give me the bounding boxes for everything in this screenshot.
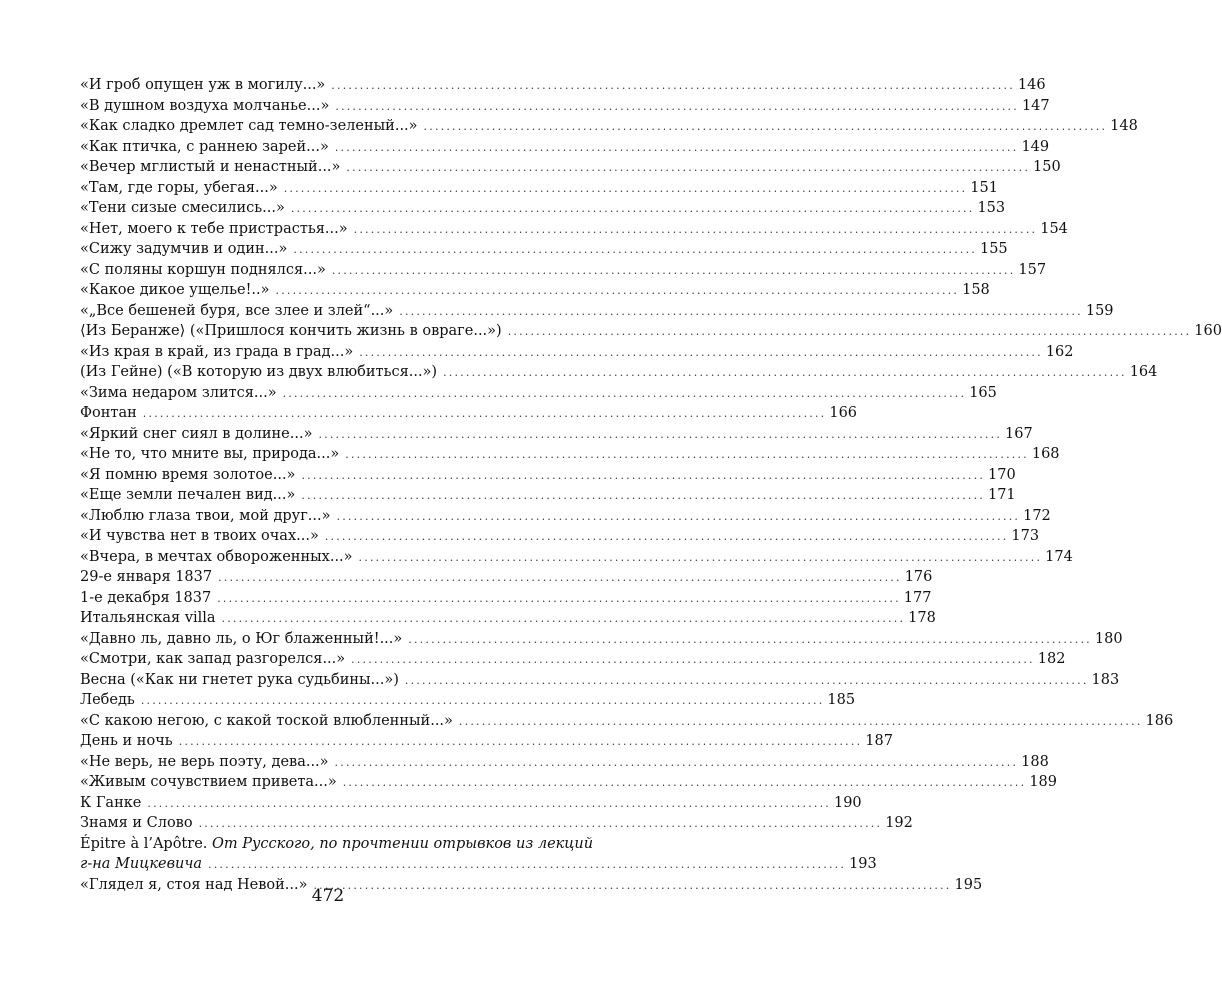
- toc-entry-page: 170: [988, 466, 1016, 483]
- leader-dots: ........................................................................................................................: [331, 79, 1015, 92]
- toc-entry-epitre: [80, 834, 877, 875]
- toc-entry: [80, 301, 1114, 322]
- leader-dots: ........................................................................................................................: [301, 489, 985, 502]
- toc-entry-page: 176: [904, 569, 933, 585]
- toc-entry: [80, 465, 1016, 486]
- leader-dots: ........................................................................................................................: [443, 366, 1127, 379]
- toc-entry-title: «Еще земли печален вид...»: [80, 487, 296, 503]
- toc-entry-page: 178: [908, 610, 936, 626]
- leader-dots: ........................................................................................................................: [217, 591, 901, 605]
- toc-entry-page: 147: [1021, 97, 1050, 114]
- toc-entry-title: «Из края в край, из града в град...»: [80, 343, 354, 360]
- toc-entry-title: «Какое дикое ущелье!..»: [80, 282, 270, 298]
- leader-dots: ........................................................................................................................: [423, 120, 1108, 133]
- toc-entry: [80, 547, 1073, 568]
- leader-dots: ........................................................................................................................: [147, 796, 831, 810]
- leader-dots: ........................................................................................................................: [358, 550, 1043, 564]
- leader-dots: ........................................................................................................................: [334, 755, 1019, 769]
- toc-entry: [80, 670, 1120, 691]
- toc-entry-page: 173: [1011, 528, 1040, 544]
- toc-entry: [80, 75, 1046, 96]
- toc-entry: [80, 157, 1061, 178]
- toc-entry-page: 155: [979, 241, 1008, 257]
- leader-dots: ................................................................................................................: [313, 878, 952, 892]
- toc-entry-title: «Нет, моего к тебе пристрастья...»: [80, 220, 348, 237]
- page-number: 472: [311, 886, 345, 906]
- toc-entry: [80, 362, 1158, 383]
- toc-entry-title: «Сижу задумчив и один...»: [80, 241, 288, 257]
- toc-entry-title: Итальянская villa: [80, 610, 216, 626]
- leader-dots: ........................................................................................................................: [142, 407, 827, 420]
- toc-entry: [80, 260, 1047, 281]
- toc-entry-page: 157: [1018, 261, 1047, 278]
- toc-entry: [80, 813, 913, 834]
- toc-entry-page: 159: [1085, 302, 1114, 319]
- toc-entry-title: «Как птичка, с раннею зарей...»: [80, 138, 329, 155]
- toc-entry: [80, 588, 932, 609]
- toc-entry-page: 186: [1145, 712, 1174, 729]
- leader-dots: ........................................................................................................................: [301, 468, 986, 482]
- leader-dots: ................................................................................................................: [208, 858, 847, 871]
- leader-dots: ........................................................................................................................: [178, 735, 863, 748]
- toc-entry-page: 160: [1194, 323, 1222, 339]
- toc-entry-title: «„Все бешеней буря, все злее и злей“...»: [80, 302, 394, 319]
- toc-entry: [80, 342, 1074, 363]
- toc-entry-subtitle: От Русского, по прочтении отрывков из лекций: [212, 835, 594, 852]
- toc-entry: [80, 649, 1066, 670]
- toc-entry: [80, 629, 1123, 650]
- toc-entry-title: «Яркий снег сиял в долине...»: [80, 425, 313, 442]
- toc-entry-page: 188: [1021, 753, 1049, 770]
- toc-entry-page: 167: [1005, 425, 1033, 442]
- toc-entry: [80, 772, 1057, 793]
- toc-entry: [80, 752, 1049, 773]
- toc-entry-page: 166: [829, 405, 858, 421]
- toc-entry-page: 190: [833, 794, 862, 811]
- leader-dots: ........................................................................................................................: [334, 140, 1019, 154]
- toc-entry-title: К Ганке: [80, 794, 142, 811]
- toc-entry-title: Знамя и Слово: [80, 815, 193, 831]
- toc-entry-title: «И гроб опущен уж в могилу...»: [80, 77, 326, 93]
- toc-entry: [80, 403, 858, 424]
- toc-entry-title: Épitre à l’Apôtre.: [80, 835, 208, 852]
- toc-entry-page: 165: [969, 384, 997, 401]
- leader-dots: ........................................................................................................................: [507, 325, 1192, 338]
- toc-entry-page: 180: [1094, 630, 1123, 647]
- toc-entry: [80, 116, 1138, 137]
- toc-entry-page: 154: [1040, 220, 1068, 237]
- toc-entry-title: Весна («Как ни гнетет рука судьбины...»): [80, 671, 399, 688]
- toc-entry-page: 174: [1045, 548, 1073, 565]
- toc-entry-page: 189: [1029, 774, 1057, 790]
- toc-entry: [80, 424, 1033, 445]
- toc-entry-title: «Там, где горы, убегая...»: [80, 179, 278, 196]
- toc-entry-page: 153: [977, 200, 1006, 216]
- toc-entry: [80, 526, 1040, 547]
- toc-entry-title: «Глядел я, стоя над Невой...»: [80, 876, 308, 893]
- leader-dots: ........................................................................................................................: [458, 714, 1143, 728]
- leader-dots: ........................................................................................................................: [404, 673, 1089, 687]
- toc-entry-title: «Я помню время золотое...»: [80, 466, 296, 483]
- toc-entry-title: «Тени сизые смесились...»: [80, 200, 285, 216]
- toc-entry-title: 29-е января 1837: [80, 569, 213, 585]
- toc-entry: [80, 280, 990, 301]
- toc-entry-title: «Не верь, не верь поэту, дева...»: [80, 753, 329, 770]
- toc-entry-title: День и ночь: [80, 733, 173, 749]
- toc-entry: [80, 506, 1051, 527]
- toc-entry-page: 158: [962, 282, 990, 298]
- toc-entry-page: 164: [1129, 364, 1158, 380]
- leader-dots: ........................................................................................................................: [345, 448, 1029, 461]
- toc-entry-title: 1-е декабря 1837: [80, 589, 212, 606]
- toc-entry-title: Фонтан: [80, 405, 137, 421]
- toc-entry-title: «В душном воздуха молчанье...»: [80, 97, 330, 114]
- toc-entry: [80, 444, 1060, 465]
- toc-entry: [80, 96, 1050, 117]
- leader-dots: ........................................................................................................................: [318, 427, 1003, 441]
- toc-entry-title: «И чувства нет в твоих очах...»: [80, 528, 319, 544]
- leader-dots: ........................................................................................................................: [221, 612, 906, 625]
- toc-entry-page: 182: [1037, 651, 1066, 667]
- toc-entry: [80, 178, 998, 199]
- toc-entry-title: «Зима недаром злится...»: [80, 384, 277, 401]
- toc-entry-title: «Не то, что мните вы, природа...»: [80, 446, 340, 462]
- toc-entry-title: «Как сладко дремлет сад темно-зеленый...»: [80, 118, 418, 134]
- toc-entry-page: 146: [1017, 77, 1046, 93]
- toc-entry: [80, 711, 1174, 732]
- toc-entry: [80, 383, 997, 404]
- toc-entry: [80, 567, 933, 588]
- leader-dots: ........................................................................................................................: [140, 694, 825, 707]
- toc-entry-page: 168: [1031, 446, 1060, 462]
- leader-dots: ........................................................................................................................: [282, 386, 967, 400]
- leader-dots: ........................................................................................................................: [359, 345, 1043, 359]
- toc-entry: [80, 690, 856, 711]
- leader-dots: ........................................................................................................................: [351, 653, 1035, 666]
- toc-entry-title: «Смотри, как запад разгорелся...»: [80, 651, 346, 667]
- leader-dots: ........................................................................................................................: [399, 304, 1083, 318]
- toc-entry-page: 192: [885, 815, 913, 831]
- leader-dots: ........................................................................................................................: [218, 571, 902, 584]
- toc-entry-page: 183: [1091, 671, 1120, 688]
- toc-list: [80, 75, 1222, 834]
- leader-dots: ........................................................................................................................: [198, 817, 883, 830]
- leader-dots: ........................................................................................................................: [408, 632, 1092, 646]
- toc-entry: [80, 198, 1006, 219]
- toc-entry: [80, 608, 936, 629]
- toc-entry-title: «Живым сочувствием привета...»: [80, 774, 337, 790]
- toc-entry-title: ⟨Из Беранже⟩ («Пришлося кончить жизнь в овраге...»): [80, 323, 502, 339]
- leader-dots: ........................................................................................................................: [283, 181, 968, 195]
- toc-entry-page: 195: [954, 876, 983, 893]
- toc-entry: [80, 137, 1050, 158]
- toc-entry-title: «Вечер мглистый и ненастный...»: [80, 159, 341, 175]
- toc-entry-title: Лебедь: [80, 692, 135, 708]
- toc-entry: [80, 321, 1222, 342]
- toc-entry-title: «С поляны коршун поднялся...»: [80, 261, 326, 278]
- leader-dots: ........................................................................................................................: [336, 509, 1021, 523]
- toc-entry-title: «Давно ль, давно ль, о Юг блаженный!...»: [80, 630, 403, 647]
- leader-dots: ........................................................................................................................: [275, 284, 960, 297]
- toc-entry-page: 193: [849, 856, 877, 872]
- toc-entry-page: 150: [1033, 159, 1061, 175]
- leader-dots: ........................................................................................................................: [290, 202, 975, 215]
- toc-entry-subtitle-cont: г-на Мицкевича: [80, 856, 203, 872]
- toc-entry-title: (Из Гейне) («В которую из двух влюбиться...»): [80, 364, 438, 380]
- toc-entry-page: 171: [987, 487, 1016, 503]
- toc-entry-page: 151: [970, 179, 998, 196]
- leader-dots: ........................................................................................................................: [346, 161, 1031, 174]
- toc-entry-page: 185: [827, 692, 856, 708]
- leader-dots: ........................................................................................................................: [331, 263, 1016, 277]
- toc-entry-title: «С какою негою, с какой тоской влюбленный...»: [80, 712, 453, 729]
- toc-entry-page: 162: [1045, 343, 1074, 360]
- toc-entry-page: 187: [865, 733, 893, 749]
- toc-entry-page: 177: [903, 589, 932, 606]
- table-of-contents: [80, 75, 1222, 895]
- toc-entry: [80, 219, 1068, 240]
- toc-entry: [80, 485, 1016, 506]
- leader-dots: ........................................................................................................................: [342, 776, 1027, 789]
- leader-dots: ........................................................................................................................: [293, 243, 977, 256]
- toc-entry-page: 149: [1021, 138, 1050, 155]
- toc-entry: [80, 793, 862, 814]
- leader-dots: ........................................................................................................................: [324, 530, 1009, 543]
- toc-entry-page: 172: [1023, 507, 1051, 524]
- leader-dots: ........................................................................................................................: [335, 99, 1019, 113]
- toc-entry-title: «Люблю глаза твои, мой друг...»: [80, 507, 331, 524]
- toc-entry: [80, 731, 893, 752]
- toc-entry-page: 148: [1110, 118, 1138, 134]
- toc-entry: [80, 239, 1008, 260]
- toc-entry-title: «Вчера, в мечтах обвороженных...»: [80, 548, 353, 565]
- leader-dots: ........................................................................................................................: [353, 222, 1038, 236]
